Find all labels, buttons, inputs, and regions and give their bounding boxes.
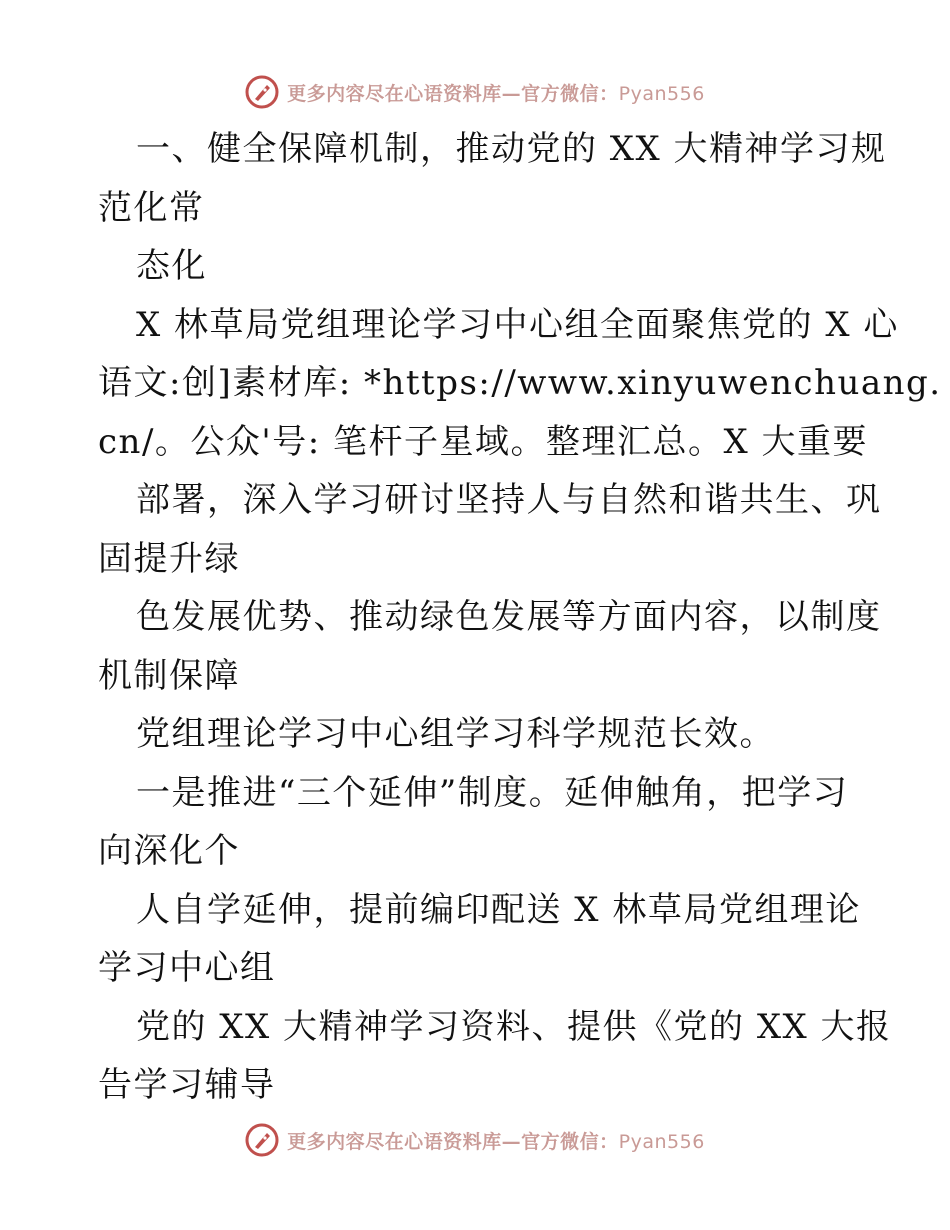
watermark-banner-top — [0, 70, 950, 114]
text-line: cn/。公众'号: 笔杆子星域。整理汇总。X 大重要 — [98, 421, 869, 462]
text-line: 范化常 — [98, 187, 205, 228]
watermark-banner-bottom — [0, 1118, 950, 1162]
text-line: 党的 XX 大精神学习资料、提供《党的 XX 大报 — [136, 1006, 892, 1047]
watermark-text: 更多内容尽在心语资料库—官方微信：Pyan556 — [287, 82, 705, 105]
wechat-id: Pyan556 — [618, 82, 705, 105]
document-body — [98, 120, 942, 1115]
text-line: 一是推进“三个延伸”制度。延伸触角，把学习 — [136, 772, 849, 813]
text-line: 部署，深入学习研讨坚持人与自然和谐共生、巩 — [136, 480, 882, 520]
text-line: 党组理论学习中心组学习科学规范长效。 — [136, 714, 775, 754]
text-line: X 林草局党组理论学习中心组全面聚焦党的 X 心 — [136, 304, 899, 345]
pen-nib-logo-icon — [245, 1123, 279, 1157]
text-line: 固提升绿 — [98, 538, 240, 579]
text-line: 态化 — [136, 246, 207, 286]
text-line: 机制保障 — [98, 655, 240, 696]
watermark-text: 更多内容尽在心语资料库—官方微信：Pyan556 — [287, 1130, 705, 1153]
text-line: 色发展优势、推动绿色发展等方面内容，以制度 — [136, 597, 882, 637]
wechat-id: Pyan556 — [618, 1130, 705, 1153]
text-line: 一、健全保障机制，推动党的 XX 大精神学习规 — [136, 129, 887, 169]
text-line: 人自学延伸，提前编印配送 X 林草局党组理论 — [136, 889, 861, 930]
text-line: 向深化个 — [98, 831, 240, 871]
text-line: 学习中心组 — [98, 948, 276, 988]
pen-nib-logo-icon — [245, 75, 279, 109]
text-line: 告学习辅导 — [98, 1065, 276, 1105]
text-line: 语文:创]素材库: *https://www.xinyuwenchuang. — [98, 363, 942, 403]
